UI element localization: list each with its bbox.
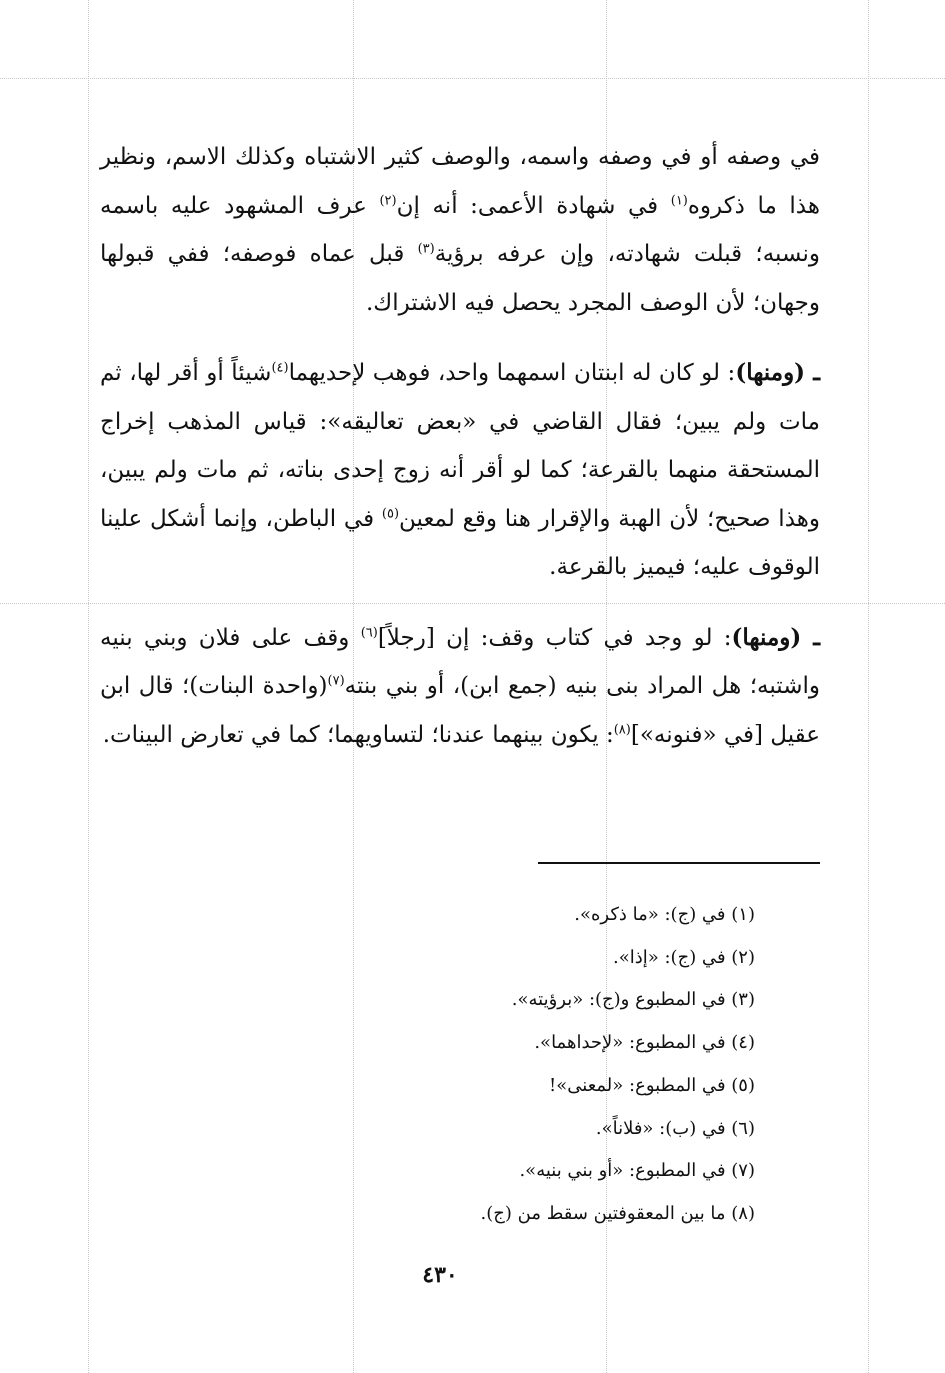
text-segment: في شهادة الأعمى: أنه إن xyxy=(396,192,671,219)
text-segment: في وصفه أو في وصفه واسمه، والوصف كثير الاشتباه وكذلك الاسم، ونظير هذا ما ذكروه xyxy=(100,144,821,219)
text-segment: (واحدة البنات)؛ قال ابن عقيل [في «فنونه»] xyxy=(100,673,820,748)
footnote-separator xyxy=(538,862,820,864)
footnote-ref: (٥) xyxy=(381,505,400,521)
footnote-5: (٥) في المطبوع: «لمعنى»! xyxy=(549,1074,755,1096)
paragraph-2 xyxy=(100,349,820,592)
footnote-1: (١) في (ج): «ما ذكره». xyxy=(574,904,755,925)
text-segment: وقف على فلان وبني بنيه واشتبه؛ هل المراد بنى بنيه (جمع ابن)، أو بني بنته xyxy=(100,624,820,699)
footnote-ref: (٤) xyxy=(271,360,289,376)
paragraph-body xyxy=(100,360,820,580)
scan-guide-line xyxy=(0,78,945,79)
footnote-ref: (٨) xyxy=(613,721,631,737)
scan-guide-line xyxy=(88,0,89,1373)
footnotes xyxy=(300,894,755,1236)
paragraph-1 xyxy=(100,133,820,327)
paragraph-body xyxy=(100,144,820,316)
footnote-ref: (٣) xyxy=(417,241,435,257)
footnote-7: (٧) في المطبوع: «أو بني بنيه». xyxy=(519,1160,755,1182)
scan-guide-line xyxy=(868,0,869,1373)
paragraph-lead: ـ (ومنها) xyxy=(735,359,820,386)
page-number: ٤٣٠ xyxy=(422,1262,458,1288)
footnote-2: (٢) في (ج): «إذا». xyxy=(613,946,755,968)
main-text xyxy=(100,133,820,781)
text-segment: : لو كان له ابنتان اسمهما واحد، فوهب لإحديهما xyxy=(288,360,736,386)
footnote-ref: (٧) xyxy=(327,673,345,689)
footnote-8: (٨) ما بين المعقوفتين سقط من (ج). xyxy=(480,1202,755,1224)
text-segment: شيئاً أو أقر لها، ثم مات ولم يبين؛ فقال القاضي في «بعض تعاليقه»: قياس المذهب إخراج المستحقة منهما بالقرعة؛ كما لو أقر أنه زوج إحدى بناته، ثم مات ولم يبين، وهذا صحيح؛ لأن الهبة والإقرار هنا وقع لمعين xyxy=(100,360,821,532)
text-segment: : لو وجد في كتاب وقف: إن [رجلاً] xyxy=(377,624,732,651)
paragraph-body xyxy=(100,625,820,748)
footnote-ref: (٦) xyxy=(360,624,378,640)
paragraph-3 xyxy=(100,614,820,760)
footnote-4: (٤) في المطبوع: «لإحداهما». xyxy=(534,1032,755,1054)
footnote-ref: (١) xyxy=(670,192,688,208)
footnote-6: (٦) في (ب): «فلاناً». xyxy=(595,1117,755,1139)
text-segment: قبل عماه فوصفه؛ ففي قبولها وجهان؛ لأن الوصف المجرد يحصل فيه الاشتراك. xyxy=(100,241,820,316)
text-segment: : يكون بينهما عندنا؛ لتساويهما؛ كما في تعارض البينات. xyxy=(102,721,614,748)
footnote-3: (٣) في المطبوع و(ج): «برؤيته». xyxy=(511,989,755,1011)
text-segment: في الباطن، وإنما أشكل علينا الوقوف عليه؛ فيميز بالقرعة. xyxy=(100,505,820,580)
text-segment: عرف المشهود عليه باسمه ونسبه؛ قبلت شهادته، وإن عرفه برؤية xyxy=(100,192,820,267)
footnote-ref: (٢) xyxy=(379,192,397,208)
paragraph-lead: ـ (ومنها) xyxy=(731,623,820,651)
